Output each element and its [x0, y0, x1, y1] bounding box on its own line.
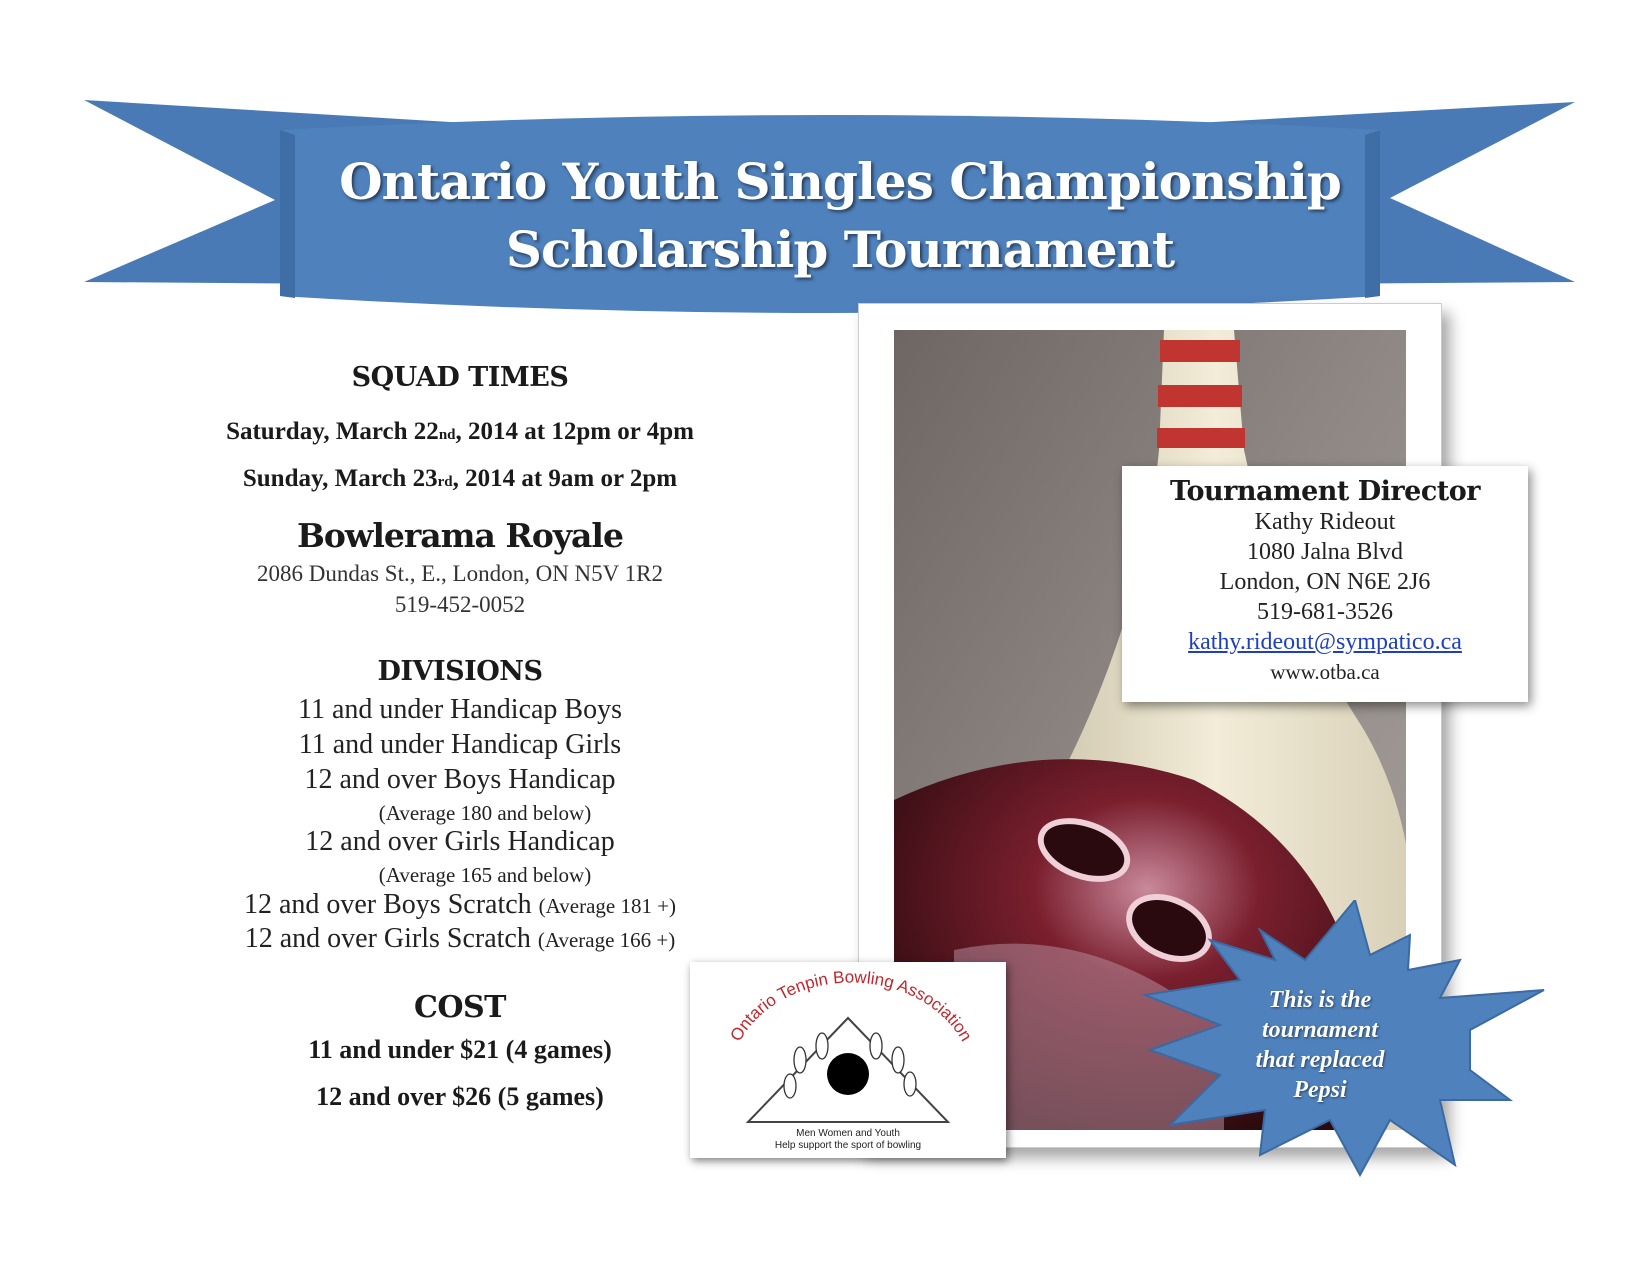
- otba-logo-graphic: [690, 962, 1006, 1158]
- bowling-ball-icon: [827, 1053, 869, 1095]
- venue-name: Bowlerama Royale: [297, 516, 623, 555]
- squad-date-2: [130, 465, 790, 493]
- divisions-heading: DIVISIONS: [377, 656, 543, 687]
- starburst-line: Pepsi: [1293, 1077, 1347, 1103]
- date-2-time: , 2014 at 9am or 2pm: [452, 465, 678, 492]
- director-heading: Tournament Director: [1170, 476, 1480, 507]
- starburst-text: [1215, 985, 1425, 1105]
- director-email-link[interactable]: kathy.rideout@sympatico.ca: [1188, 629, 1462, 655]
- director-street: 1080 Jalna Blvd: [1247, 539, 1403, 565]
- starburst-line: that replaced: [1255, 1047, 1385, 1073]
- squad-date-1: [130, 418, 790, 446]
- date-1-text: Saturday, March 22: [226, 418, 439, 445]
- starburst-line: tournament: [1261, 1017, 1379, 1043]
- director-city: London, ON N6E 2J6: [1219, 569, 1431, 595]
- division-item: 12 and over Boys Handicap: [304, 764, 616, 795]
- starburst-line: This is the: [1268, 987, 1372, 1013]
- cost-line: 12 and over $26 (5 games): [316, 1082, 604, 1111]
- logo-tagline-2: Help support the sport of bowling: [774, 1140, 922, 1151]
- ribbon-band: [280, 115, 1380, 313]
- division-item: 12 and over Girls Handicap: [305, 826, 615, 857]
- division-note: (Average 166 +): [537, 928, 676, 952]
- otba-logo: [690, 962, 1006, 1158]
- director-name: Kathy Rideout: [1254, 509, 1396, 535]
- division-label: 12 and over Boys Scratch: [243, 889, 532, 920]
- division-note: (Average 181 +): [538, 894, 677, 918]
- division-item: [130, 889, 790, 921]
- cost-line: 11 and under $21 (4 games): [308, 1035, 612, 1064]
- logo-tagline-1: Men Women and Youth: [796, 1128, 900, 1139]
- date-1-time: , 2014 at 12pm or 4pm: [455, 418, 694, 445]
- venue-phone: 519-452-0052: [394, 592, 526, 617]
- division-note: (Average 180 and below): [378, 801, 592, 825]
- division-item: 11 and under Handicap Girls: [298, 729, 622, 760]
- logo-arc-text: Ontario Tenpin Bowling Association: [726, 967, 976, 1045]
- date-2-suffix: rd: [437, 474, 453, 490]
- date-2-text: Sunday, March 23: [242, 465, 438, 492]
- director-phone: 519-681-3526: [1257, 599, 1393, 625]
- division-label: 12 and over Girls Scratch: [244, 923, 531, 954]
- tournament-director-card: [1122, 466, 1528, 702]
- director-website: www.otba.ca: [1270, 660, 1380, 684]
- division-note: (Average 165 and below): [378, 863, 592, 887]
- squad-times-heading: SQUAD TIMES: [351, 362, 569, 393]
- venue-address: 2086 Dundas St., E., London, ON N5V 1R2: [257, 561, 663, 586]
- title-line-1: Ontario Youth Singles Championship: [339, 152, 1341, 211]
- title-line-2: Scholarship Tournament: [505, 220, 1175, 279]
- division-item: 11 and under Handicap Boys: [298, 694, 622, 725]
- date-1-suffix: nd: [438, 427, 456, 443]
- cost-heading: COST: [414, 990, 506, 1025]
- division-item: [130, 923, 790, 955]
